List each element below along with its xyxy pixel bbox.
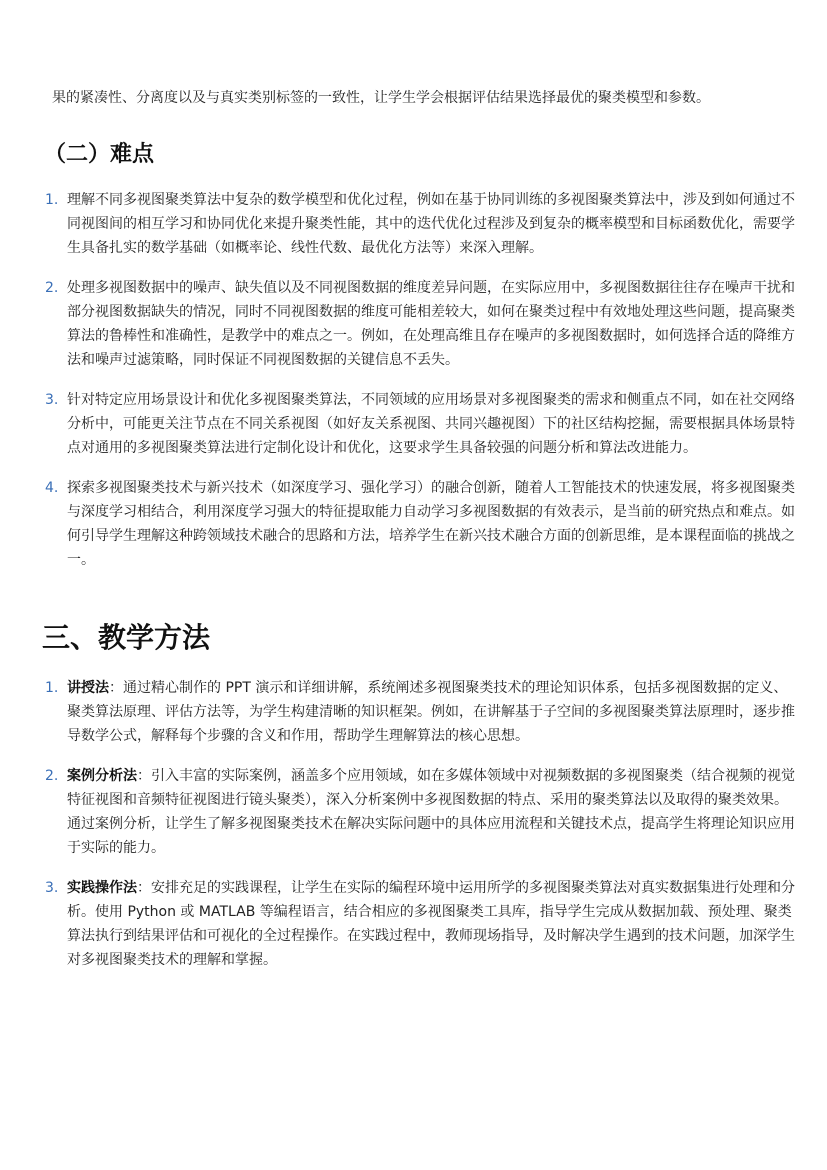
list-number: 1. <box>45 192 59 208</box>
list-item-text: 理解不同多视图聚类算法中复杂的数学模型和优化过程，例如在基于协同训练的多视图聚类算法中，涉及到如何通过不同视图间的相互学习和协同优化来提升聚类性能，其中的迭代优化过程涉及到复杂的概率模型和目标函数优化，需要学生具备扎实的数学基础（如概率论、线性代数、最优化方法等）来深入理解。 <box>67 192 795 256</box>
list-item <box>45 676 799 748</box>
list-number: 3. <box>45 880 59 896</box>
method-keyword: 讲授法 <box>67 680 109 696</box>
list-item-text: 处理多视图数据中的噪声、缺失值以及不同视图数据的维度差异问题，在实际应用中，多视图数据往往存在噪声干扰和部分视图数据缺失的情况，同时不同视图数据的维度可能相差较大，如何在聚类过程中有效地处理这些问题，提高聚类算法的鲁棒性和准确性，是教学中的难点之一。例如，在处理高维且存在噪声的多视图数据时，如何选择合适的降维方法和噪声过滤策略，同时保证不同视图数据的关键信息不丢失。 <box>67 280 795 368</box>
list-item <box>45 764 799 860</box>
method-keyword: 实践操作法 <box>67 880 137 896</box>
list-item-text: 针对特定应用场景设计和优化多视图聚类算法，不同领域的应用场景对多视图聚类的需求和侧重点不同，如在社交网络分析中，可能更关注节点在不同关系视图（如好友关系视图、共同兴趣视图）下的社区结构挖掘，需要根据具体场景特点对通用的多视图聚类算法进行定制化设计和优化，这要求学生具备较强的问题分析和算法改进能力。 <box>67 392 795 456</box>
list-item-text: ：引入丰富的实际案例，涵盖多个应用领域，如在多媒体领域中对视频数据的多视图聚类（结合视频的视觉特征视图和音频特征视图进行镜头聚类），深入分析案例中多视图数据的特点、采用的聚类算法以及取得的聚类效果。通过案例分析，让学生了解多视图聚类技术在解决实际问题中的具体应用流程和关键技术点，提高学生将理论知识应用于实际的能力。 <box>67 768 795 856</box>
list-number: 4. <box>45 480 59 496</box>
list-number: 1. <box>45 680 59 696</box>
difficulties-list <box>45 188 799 572</box>
difficulties-heading: （二）难点 <box>44 142 155 167</box>
intro-paragraph: 果的紧凑性、分离度以及与真实类别标签的一致性，让学生学会根据评估结果选择最优的聚类模型和参数。 <box>52 90 710 106</box>
methods-list <box>45 676 799 972</box>
list-item-text: ：安排充足的实践课程，让学生在实际的编程环境中运用所学的多视图聚类算法对真实数据集进行处理和分析。使用 Python 或 MATLAB 等编程语言，结合相应的多视图聚类工具库，指导学生完成从数据加载、预处理、聚类算法执行到结果评估和可视化的全过程操作。在实践过程中，教师现场指导，及时解决学生遇到的技术问题，加深学生对多视图聚类技术的理解和掌握。 <box>67 880 795 968</box>
list-item-text: ：通过精心制作的 PPT 演示和详细讲解，系统阐述多视图聚类技术的理论知识体系，包括多视图数据的定义、聚类算法原理、评估方法等，为学生构建清晰的知识框架。例如，在讲解基于子空间的多视图聚类算法原理时，逐步推导数学公式，解释每个步骤的含义和作用，帮助学生理解算法的核心思想。 <box>67 680 795 744</box>
list-item <box>45 276 799 372</box>
list-number: 3. <box>45 392 59 408</box>
list-item-text: 探索多视图聚类技术与新兴技术（如深度学习、强化学习）的融合创新，随着人工智能技术的快速发展，将多视图聚类与深度学习相结合，利用深度学习强大的特征提取能力自动学习多视图数据的有效表示，是当前的研究热点和难点。如何引导学生理解这种跨领域技术融合的思路和方法，培养学生在新兴技术融合方面的创新思维，是本课程面临的挑战之一。 <box>67 480 795 568</box>
list-item <box>45 476 799 572</box>
method-keyword: 案例分析法 <box>67 768 137 784</box>
list-item <box>45 188 799 260</box>
list-number: 2. <box>45 280 59 296</box>
methods-heading: 三、教学方法 <box>42 621 211 654</box>
list-item <box>45 388 799 460</box>
list-item <box>45 876 799 972</box>
list-number: 2. <box>45 768 59 784</box>
